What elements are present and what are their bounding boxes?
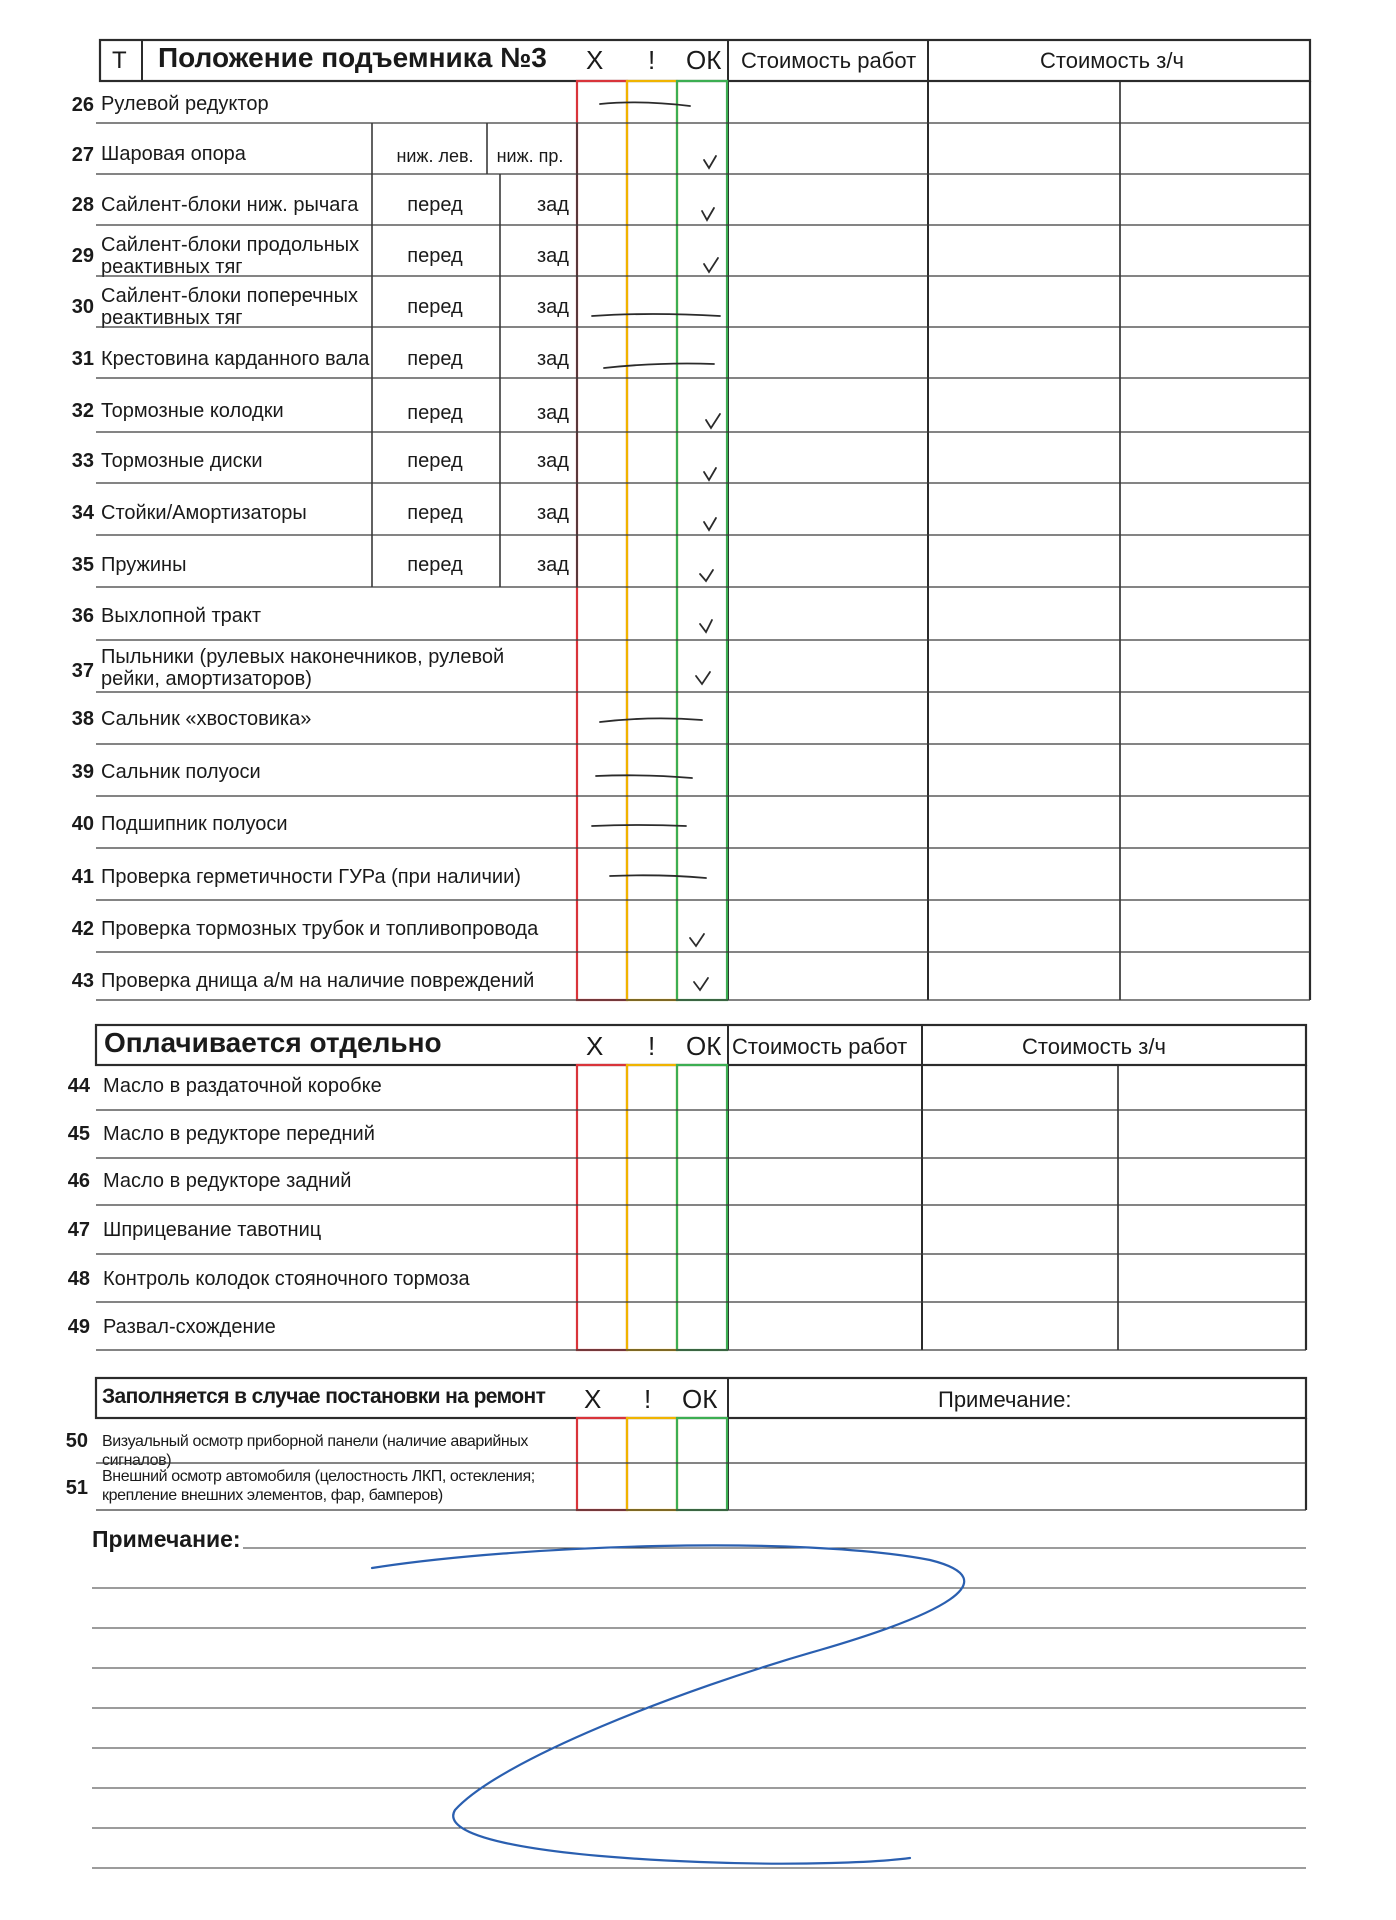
row-number: 45: [67, 1123, 90, 1145]
row-number: 44: [67, 1075, 90, 1097]
notes-lines: [92, 1548, 1306, 1868]
row-option-a: перед: [407, 502, 463, 524]
row-number: 49: [67, 1316, 90, 1338]
row-option-b: зад: [537, 450, 569, 472]
row-option-a: перед: [407, 296, 463, 318]
row-label: Сайлент-блоки продольных реактивных тяг: [101, 234, 360, 278]
notes-label: Примечание:: [92, 1526, 241, 1552]
row-number: 50: [65, 1430, 88, 1452]
row-option-a: перед: [407, 402, 463, 424]
row-label: Проверка тормозных трубок и топливопровода: [101, 918, 539, 940]
row-number: 39: [71, 761, 94, 783]
row-number: 37: [71, 660, 94, 682]
row-option-a: ниж. лев.: [396, 146, 474, 166]
row-number: 36: [71, 605, 94, 627]
row-option-b: ниж. пр.: [496, 146, 564, 166]
row-label: Тормозные диски: [101, 450, 263, 472]
paid-col-work: Стоимость работ: [732, 1034, 908, 1059]
row-number: 46: [67, 1170, 90, 1192]
row-option-b: зад: [537, 348, 569, 370]
row-number: 41: [71, 866, 94, 888]
row-label: Выхлопной тракт: [101, 605, 261, 627]
paid-row-lines: [96, 1110, 1306, 1350]
row-label: Пружины: [101, 554, 187, 576]
row-number: 42: [71, 918, 94, 940]
col-warn-header: !: [648, 45, 656, 75]
row-label: Проверка герметичности ГУРа (при наличии): [101, 866, 521, 888]
pen-scribble: [372, 1545, 964, 1863]
repair-col-warn: !: [644, 1384, 652, 1414]
row-option-a: перед: [407, 554, 463, 576]
repair-col-note: Примечание:: [938, 1387, 1072, 1412]
row-label: Масло в раздаточной коробке: [103, 1075, 382, 1097]
col-work-header: Стоимость работ: [741, 48, 917, 73]
row-number: 28: [71, 194, 94, 216]
row-label: Визуальный осмотр приборной панели (наличие аварийных сигналов): [102, 1433, 529, 1469]
row-number: 32: [71, 400, 94, 422]
row-label: Стойки/Амортизаторы: [101, 502, 307, 524]
repair-title: Заполняется в случае постановки на ремонт: [102, 1385, 546, 1408]
row-option-b: зад: [537, 402, 569, 424]
row-option-a: перед: [407, 194, 463, 216]
row-number: 35: [71, 554, 94, 576]
row-label: Шприцевание тавотниц: [103, 1219, 322, 1241]
row-label: Рулевой редуктор: [101, 93, 269, 115]
row-number: 27: [71, 144, 94, 166]
row-option-a: перед: [407, 348, 463, 370]
col-parts-header: Стоимость з/ч: [1040, 48, 1184, 73]
row-label: Шаровая опора: [101, 143, 246, 165]
row-number: 51: [65, 1477, 88, 1499]
row-number: 33: [71, 450, 94, 472]
section3-marker: T: [112, 47, 127, 74]
row-label: Сальник полуоси: [101, 761, 261, 783]
row-number: 29: [71, 245, 94, 267]
row-number: 34: [71, 502, 94, 524]
paid-col-x: X: [586, 1031, 604, 1061]
paid-col-ok: ОК: [686, 1031, 722, 1061]
paid-col-warn: !: [648, 1031, 656, 1061]
row-number: 38: [71, 708, 94, 730]
row-label: Сайлент-блоки поперечных реактивных тяг: [101, 285, 359, 329]
row-label: Подшипник полуоси: [101, 813, 288, 835]
row-number: 43: [71, 970, 94, 992]
row-label: Сальник «хвостовика»: [101, 708, 312, 730]
row-label: Тормозные колодки: [101, 400, 284, 422]
row-label: Внешний осмотр автомобиля (целостность ЛКП, остекления; крепление внешних элементов, фар, бамперов): [102, 1468, 535, 1504]
row-label: Контроль колодок стояночного тормоза: [103, 1268, 470, 1290]
row-option-b: зад: [537, 554, 569, 576]
row-label: Развал-схождение: [103, 1316, 276, 1338]
handwritten-marks: [592, 102, 720, 990]
row-option-b: зад: [537, 245, 569, 267]
paid-title: Оплачивается отдельно: [104, 1027, 442, 1058]
row-number: 26: [71, 94, 94, 116]
section3-row-lines: [96, 123, 1310, 1000]
row-number: 31: [71, 348, 94, 370]
row-label: Масло в редукторе задний: [103, 1170, 352, 1192]
row-option-b: зад: [537, 296, 569, 318]
paid-col-parts: Стоимость з/ч: [1022, 1034, 1166, 1059]
repair-col-ok: ОК: [682, 1384, 718, 1414]
col-x-header: X: [586, 45, 604, 75]
row-number: 47: [67, 1219, 90, 1241]
row-option-a: перед: [407, 245, 463, 267]
row-number: 40: [71, 813, 94, 835]
row-number: 48: [67, 1268, 90, 1290]
repair-col-x: X: [584, 1384, 602, 1414]
row-option-a: перед: [407, 450, 463, 472]
section3-title: Положение подъемника №3: [158, 42, 547, 73]
row-option-b: зад: [537, 502, 569, 524]
row-label: Пыльники (рулевых наконечников, рулевой рейки, амортизаторов): [101, 646, 505, 690]
row-label: Сайлент-блоки ниж. рычага: [101, 194, 359, 216]
row-label: Крестовина карданного вала: [101, 348, 370, 370]
row-number: 30: [71, 296, 94, 318]
row-option-b: зад: [537, 194, 569, 216]
row-label: Проверка днища а/м на наличие повреждений: [101, 970, 535, 992]
row-label: Масло в редукторе передний: [103, 1123, 375, 1145]
col-ok-header: ОК: [686, 45, 722, 75]
